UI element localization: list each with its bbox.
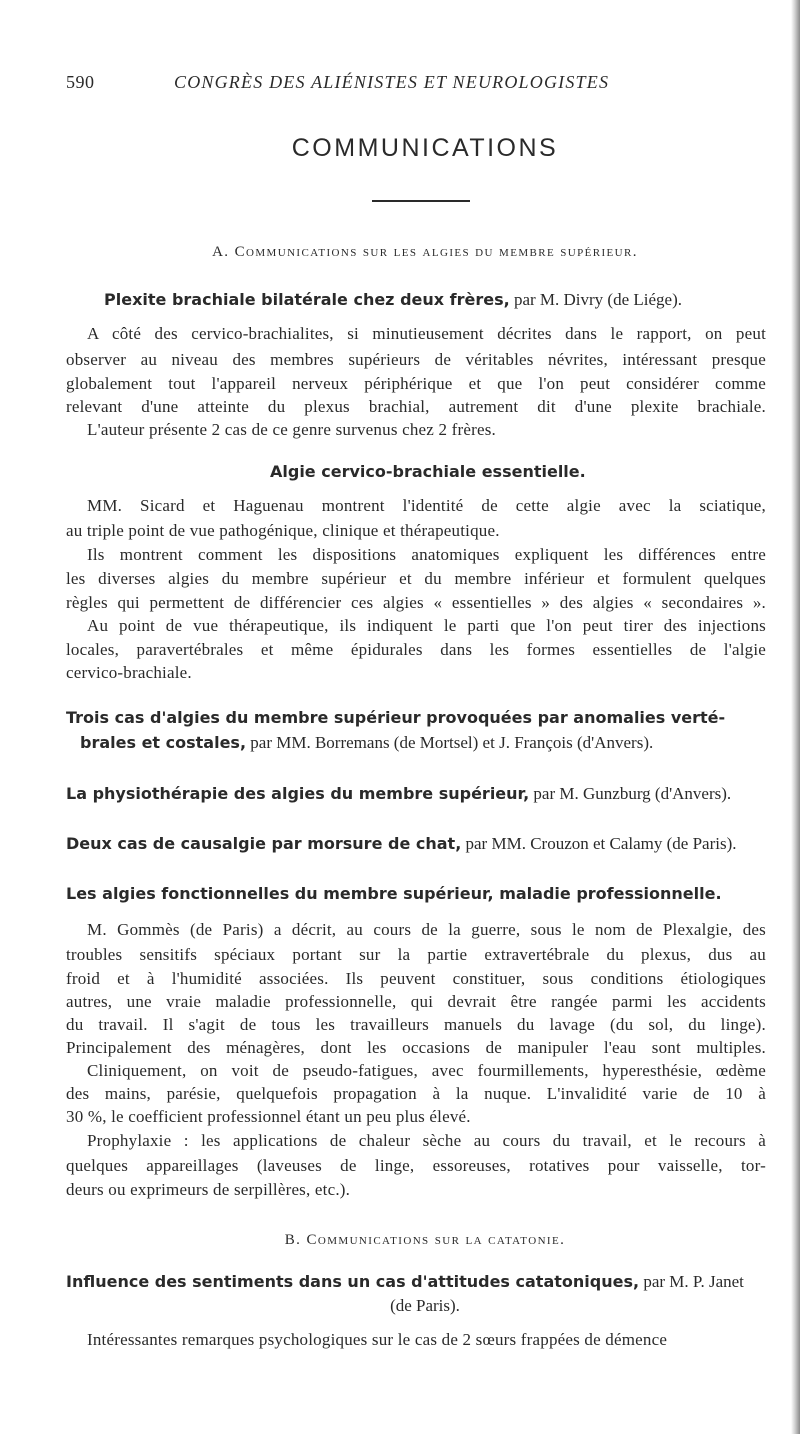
article4-title: La physiothérapie des algies du membre supérieur, xyxy=(66,784,530,803)
article7-byline2: (de Paris). xyxy=(390,1296,460,1315)
article1-line: observer au niveau des membres supérieurs de véritables névrites, intéressant presque xyxy=(66,350,766,369)
article2-title: Algie cervico-brachiale essentielle. xyxy=(270,462,586,481)
article2-line: au triple point de vue pathogénique, clinique et thérapeutique. xyxy=(66,521,500,540)
article3-title-line2 xyxy=(80,733,653,753)
article2-line: cervico-brachiale. xyxy=(66,663,192,682)
article1-line: relevant d'une atteinte du plexus brachial, autrement dit d'une plexite brachiale. xyxy=(66,397,766,416)
article6-line: 30 %, le coefficient professionnel étant un peu plus élevé. xyxy=(66,1107,471,1126)
section-title: COMMUNICATIONS xyxy=(291,134,559,162)
running-header xyxy=(66,72,706,96)
running-title: CONGRÈS DES ALIÉNISTES ET NEUROLOGISTES xyxy=(174,72,610,92)
article3-byline: par MM. Borremans (de Mortsel) et J. François (d'Anvers). xyxy=(250,733,654,752)
article2-line: locales, paravertébrales et même épidurales dans les formes essentielles de l'algie xyxy=(66,640,766,659)
article2-line: Ils montrent comment les dispositions anatomiques expliquent les différences entre xyxy=(87,545,766,564)
article5-byline: par MM. Crouzon et Calamy (de Paris). xyxy=(465,834,737,853)
article1-byline: par M. Divry (de Liége). xyxy=(513,290,683,309)
article6-line: froid et à l'humidité associées. Ils peuvent constituer, sous conditions étiologiques xyxy=(66,969,766,988)
article6-line: autres, une vraie maladie professionnelle, qui devrait être rangée parmi les accidents xyxy=(66,992,766,1011)
article4-byline: par M. Gunzburg (d'Anvers). xyxy=(533,784,732,803)
article1-line: globalement tout l'appareil nerveux périphérique et que l'on peut considérer comme xyxy=(66,374,766,393)
article6-title-line xyxy=(66,884,722,904)
article7-byline: par M. P. Janet xyxy=(643,1272,744,1291)
part-b-heading: B. Communications sur la catatonie. xyxy=(284,1232,566,1248)
article2-line: règles qui permettent de différencier ces algies « essentielles » des algies « secondaires ». xyxy=(66,593,766,612)
article6-line: M. Gommès (de Paris) a décrit, au cours de la guerre, sous le nom de Plexalgie, des xyxy=(87,920,766,939)
article6-title: Les algies fonctionnelles du membre supérieur, maladie professionnelle. xyxy=(66,884,722,903)
article1-line: L'auteur présente 2 cas de ce genre survenus chez 2 frères. xyxy=(87,420,496,439)
article6-line: Principalement des ménagères, dont les occasions de manipuler l'eau sont multiples. xyxy=(66,1038,766,1057)
article6-line: troubles sensitifs spéciaux portant sur la partie extravertébrale du plexus, dus au xyxy=(66,945,766,964)
article6-line: quelques appareillages (laveuses de linge, essoreuses, rotatives pour vaisselle, tor- xyxy=(66,1156,766,1175)
scan-edge-shadow xyxy=(791,0,800,1434)
article2-line: Au point de vue thérapeutique, ils indiquent le parti que l'on peut tirer des injections xyxy=(87,616,766,635)
article6-line: deurs ou exprimeurs de serpillères, etc.). xyxy=(66,1180,351,1199)
title-rule xyxy=(372,200,470,202)
article6-line: des mains, parésie, quelquefois propagation à la nuque. L'invalidité varie de 10 à xyxy=(66,1084,766,1103)
article2-title-line xyxy=(270,462,586,482)
article6-line: Cliniquement, on voit de pseudo-fatigues, avec fourmillements, hyperesthésie, œdème xyxy=(87,1061,766,1080)
article3-title-line1 xyxy=(66,708,725,728)
article2-line: les diverses algies du membre supérieur et du membre inférieur et formulent quelques xyxy=(66,569,766,588)
article5-title-line xyxy=(66,834,737,854)
article6-line: du travail. Il s'agit de tous les travailleurs manuels du lavage (du sol, du linge). xyxy=(66,1015,766,1034)
article1-title-line xyxy=(104,290,682,310)
article6-line: Prophylaxie : les applications de chaleur sèche au cours du travail, et le recours à xyxy=(87,1131,766,1150)
part-a-heading: A. Communications sur les algies du membre supérieur. xyxy=(212,244,638,260)
article2-line: MM. Sicard et Haguenau montrent l'identité de cette algie avec la sciatique, xyxy=(87,496,766,515)
article4-title-line xyxy=(66,784,731,804)
article7-title-line xyxy=(66,1272,744,1292)
article5-title: Deux cas de causalgie par morsure de chat, xyxy=(66,834,462,853)
article3-title-1: Trois cas d'algies du membre supérieur provoquées par anomalies verté- xyxy=(66,708,726,727)
article1-line: A côté des cervico-brachialites, si minutieusement décrites dans le rapport, on peut xyxy=(87,324,766,343)
article3-title-2: brales et costales, xyxy=(80,733,247,752)
article1-title: Plexite brachiale bilatérale chez deux frères, xyxy=(104,290,510,309)
page-number: 590 xyxy=(66,72,95,92)
article7-title: Influence des sentiments dans un cas d'attitudes catatoniques, xyxy=(66,1272,640,1291)
article7-line: Intéressantes remarques psychologiques sur le cas de 2 sœurs frappées de démence xyxy=(87,1330,668,1349)
